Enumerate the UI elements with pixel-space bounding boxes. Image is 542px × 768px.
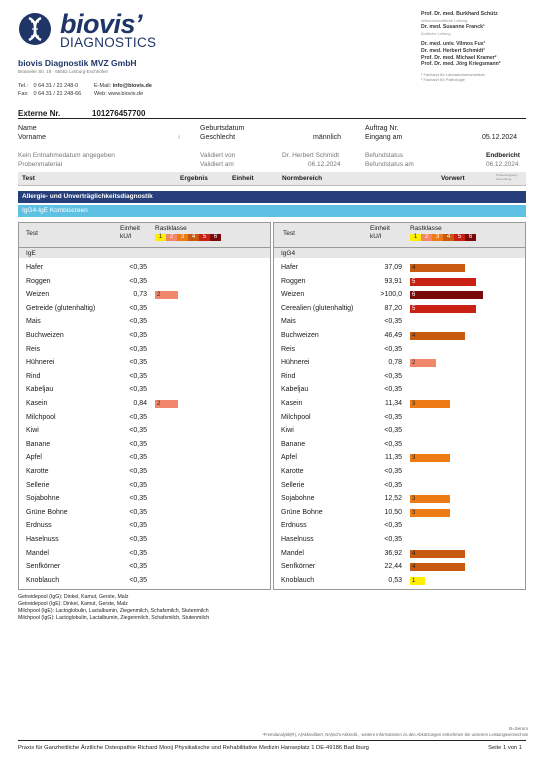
scale-6: 6 [465, 234, 476, 241]
company-address: Brüsseler Str. 18 · 65552 Limburg-Eschhofen [18, 69, 109, 74]
scale-1: 1 [410, 234, 421, 241]
tel-value: 0 64 31 / 21 248-0 [33, 83, 79, 89]
igg4-type-label: IgG4 [281, 250, 296, 257]
doctor-name: Prof. Dr. med. Jörg Kriegsmann² [421, 61, 501, 68]
th-rastklasse: Rastklasse [410, 225, 442, 232]
section-igg4-ige: IgG4-IgE Kombiscreen [18, 205, 526, 217]
footer-divider [18, 740, 526, 741]
allergen-name: Knoblauch [26, 576, 60, 584]
col-test: Test [22, 175, 35, 182]
result-row [274, 370, 525, 384]
result-row [274, 343, 525, 357]
allergen-name: Sellerie [281, 481, 305, 489]
result-row [19, 492, 270, 506]
igg4-type-row [274, 247, 525, 258]
allergen-name: Grüne Bohne [281, 508, 323, 516]
fax-value: 0 64 31 / 21 248-66 [33, 91, 82, 97]
allergen-name: Rind [281, 372, 296, 380]
result-row [19, 356, 270, 370]
brand-name: biovis’ [60, 9, 143, 39]
result-row [274, 261, 525, 275]
scale-3: 3 [177, 234, 188, 241]
result-row [274, 275, 525, 289]
note-line: Milchpool (IgG): Lactoglobulin, Lactalbumin, Ziegenmilch, Schafsmilch, Stutenmilch [18, 615, 210, 621]
result-value: <0,35 [129, 318, 147, 326]
result-value: <0,35 [384, 413, 402, 421]
allergen-name: Hafer [26, 264, 44, 271]
result-value: <0,35 [384, 318, 402, 326]
allergen-name: Hafer [281, 264, 299, 271]
rast-class-bar: 4 [410, 563, 465, 571]
befundstatus-am-value: 06.12.2024 [486, 161, 519, 168]
allergen-name: Sojabohne [281, 495, 315, 503]
result-value: <0,35 [129, 304, 147, 312]
col-vorwert: Vorwert [441, 175, 465, 182]
igg4-table [273, 222, 526, 590]
result-row [19, 560, 270, 574]
result-row [19, 315, 270, 329]
col-normbereich: Normbereich [282, 175, 323, 182]
result-value: <0,35 [384, 522, 402, 530]
doctor-name: Prof. Dr. med. Michael Kramer² [421, 54, 497, 61]
result-value: 93,91 [384, 277, 402, 285]
eingang-label: Eingang am [365, 134, 403, 141]
scale-4: 4 [188, 234, 199, 241]
befundstatus-am-label: Befundstatus am [365, 161, 414, 168]
validiert-am-label: Validiert am [200, 161, 234, 168]
th-unit: kU/l [370, 233, 382, 240]
result-value: <0,35 [129, 481, 147, 489]
allergen-name: Banane [26, 440, 51, 448]
result-value: <0,35 [129, 372, 147, 380]
ige-table-header [19, 223, 270, 247]
result-row [274, 315, 525, 329]
scale-4: 4 [443, 234, 454, 241]
contact-block [18, 82, 188, 100]
result-value: <0,35 [384, 427, 402, 435]
result-row [274, 574, 525, 588]
igg4-table-header [274, 223, 525, 247]
result-value: <0,35 [129, 277, 147, 285]
allergen-name: Rind [26, 372, 41, 380]
doctor-name: Dr. med. univ. Vilmos Fux¹ [421, 41, 486, 48]
th-rastklasse: Rastklasse [155, 225, 187, 232]
section-allergy: Allergie- und Unverträglichkeitsdiagnostik [18, 191, 526, 203]
col-vorwert-note: Probeneingang / Anmerkung [496, 173, 519, 181]
result-value: <0,35 [384, 372, 402, 380]
result-row [19, 288, 270, 302]
result-row [19, 343, 270, 357]
result-row [274, 356, 525, 370]
result-row [19, 370, 270, 384]
result-row [19, 275, 270, 289]
result-value: >100,0 [380, 291, 402, 299]
email-label: E-Mail: [94, 83, 112, 89]
rast-class-bar: 5 [410, 278, 476, 286]
result-value: <0,35 [129, 440, 147, 448]
allergen-name: Cerealien (glutenhaltig) [281, 304, 354, 312]
th-einheit: Einheit [120, 225, 140, 232]
tel-label: Tel.: [18, 83, 29, 89]
allergen-name: Erdnuss [281, 522, 307, 530]
allergen-name: Haselnuss [26, 536, 59, 543]
result-value: <0,35 [129, 413, 147, 421]
material-note: Kein Entnahmedatum angegeben [18, 152, 115, 159]
scale-6: 6 [210, 234, 221, 241]
result-row [274, 451, 525, 465]
email-link[interactable]: info@biovis.de [112, 83, 152, 89]
th-test: Test [26, 230, 38, 237]
result-row [19, 519, 270, 533]
result-row [19, 451, 270, 465]
validiert-von-label: Validiert von [200, 152, 236, 159]
result-row [19, 574, 270, 588]
doctors-list [421, 11, 536, 83]
rast-class-bar: 4 [410, 332, 465, 340]
probenmaterial-label: Probenmaterial [18, 161, 63, 168]
allergen-name: Senfkörner [26, 563, 61, 571]
recipient-address: Praxis für Ganzheitliche Ärztliche Osteopathie Richard Mooij Physikalische und Rehabilitative Medizin Hanseplatz 1 DE-49186 Bad Iburg [18, 745, 369, 751]
validiert-am-value: 06.12.2024 [308, 161, 341, 168]
col-ergebnis: Ergebnis [180, 175, 208, 182]
result-value: <0,35 [129, 522, 147, 530]
abbrev-legend: ¹Fremdanalytik(R), A|Akkreditiert, NA|nicht Akkredit. , weitere Informationen zu den Abkürzungen entnehmen Sie unserem Leistungsverzeichnis [262, 732, 528, 737]
allergen-name: Buchweizen [281, 332, 319, 339]
allergen-name: Karotte [26, 468, 49, 475]
allergen-name: Erdnuss [26, 522, 52, 530]
scale-3: 3 [432, 234, 443, 241]
result-value: <0,35 [129, 549, 147, 557]
result-row [19, 397, 270, 411]
scale-2: 2 [421, 234, 432, 241]
result-row [274, 547, 525, 561]
result-value: 87,20 [384, 304, 402, 312]
result-value: <0,35 [384, 345, 402, 353]
allergen-name: Knoblauch [281, 576, 315, 584]
result-row [274, 533, 525, 547]
pool-notes [18, 594, 209, 622]
result-value: 0,78 [388, 359, 402, 367]
scale-1: 1 [155, 234, 166, 241]
note-line: Getreidepool (IgE): Dinkel, Kamut, Gerste, Malz [18, 601, 128, 607]
allergen-name: Milchpool [26, 413, 56, 421]
web-label: Web: [94, 91, 107, 97]
rast-class-bar: 3 [410, 495, 450, 503]
result-value: 46,49 [384, 332, 402, 339]
ige-table [18, 222, 271, 590]
result-row [19, 533, 270, 547]
doctor-role: Wissenschaftliche Leitung [421, 17, 468, 23]
result-value: <0,35 [129, 332, 147, 339]
vorname-label: Vorname [18, 134, 47, 141]
result-value: <0,35 [384, 481, 402, 489]
result-row [19, 302, 270, 316]
result-value: <0,35 [129, 508, 147, 516]
th-test: Test [283, 230, 295, 237]
allergen-name: Reis [281, 345, 296, 353]
rast-class-bar: 4 [410, 550, 465, 558]
result-row [19, 547, 270, 561]
auftrag-label: Auftrag Nr. [365, 125, 399, 132]
allergen-name: Haselnuss [281, 536, 314, 543]
result-row [274, 438, 525, 452]
result-value: 12,52 [384, 495, 402, 503]
rast-class-bar: 4 [410, 264, 465, 272]
result-row [19, 329, 270, 343]
th-unit: kU/l [120, 233, 132, 240]
ext-nr-value: 101276457700 [92, 109, 146, 118]
allergen-name: Hühnerei [281, 359, 310, 367]
doctor-name: Dr. med. Susanne Franck¹ [421, 24, 485, 31]
rast-class-bar: 1 [410, 577, 425, 585]
col-einheit: Einheit [232, 175, 254, 182]
rast-class-bar: 5 [410, 305, 476, 313]
result-value: <0,35 [129, 495, 147, 503]
rast-scale [155, 234, 221, 241]
result-value: 0,84 [133, 400, 147, 407]
result-row [19, 411, 270, 425]
result-value: <0,35 [129, 454, 147, 462]
allergen-name: Kiwi [26, 427, 39, 435]
result-value: 11,34 [385, 400, 402, 407]
allergen-name: Reis [26, 345, 41, 353]
allergen-name: Weizen [281, 291, 305, 299]
befundstatus-value: Endbericht [486, 152, 520, 159]
result-value: <0,35 [129, 359, 147, 367]
allergen-name: Grüne Bohne [26, 508, 68, 516]
note-line: Milchpool (IgE): Lactoglobulin, Lactalbumin, Ziegenmilch, Schafsmilch, Stutenmilch [18, 608, 209, 614]
th-einheit: Einheit [370, 225, 390, 232]
result-value: <0,35 [129, 345, 147, 353]
ige-type-row [19, 247, 270, 258]
brand-sub: DIAGNOSTICS [60, 35, 157, 50]
allergen-name: Weizen [26, 291, 50, 299]
scale-5: 5 [454, 234, 465, 241]
result-row [274, 560, 525, 574]
rast-class-bar: 6 [410, 291, 483, 299]
result-row [19, 479, 270, 493]
result-row [274, 519, 525, 533]
web-link[interactable]: www.biovis.de [108, 91, 144, 97]
rast-class-bar: 3 [410, 454, 450, 462]
result-value: 36,92 [384, 549, 402, 557]
rast-class-bar: 3 [410, 400, 450, 408]
result-row [274, 424, 525, 438]
result-row [274, 506, 525, 520]
allergen-name: Hühnerei [26, 359, 55, 367]
allergen-name: Getreide (glutenhaltig) [26, 304, 96, 312]
company-name: biovis Diagnostik MVZ GmbH [18, 58, 137, 68]
allergen-name: Roggen [26, 277, 51, 285]
allergen-name: Milchpool [281, 413, 311, 421]
result-row [274, 329, 525, 343]
result-column-header [18, 172, 526, 186]
result-value: <0,35 [129, 386, 147, 394]
allergen-name: Kabeljau [26, 386, 54, 394]
scale-5: 5 [199, 234, 210, 241]
result-value: <0,35 [129, 536, 147, 543]
result-row [274, 479, 525, 493]
result-value: <0,35 [129, 264, 147, 271]
result-row [274, 397, 525, 411]
allergen-name: Apfel [26, 454, 42, 462]
allergen-name: Kiwi [281, 427, 294, 435]
ige-type-label: IgE [26, 250, 36, 257]
result-row [19, 383, 270, 397]
allergen-name: Sellerie [26, 481, 50, 489]
result-value: 37,09 [384, 264, 402, 271]
result-value: 22,44 [384, 563, 402, 571]
allergen-name: Mais [281, 318, 296, 326]
result-value: <0,35 [129, 468, 147, 475]
dna-logo-icon [18, 12, 52, 46]
allergen-name: Mais [26, 318, 41, 326]
allergen-name: Kabeljau [281, 386, 309, 394]
doctor-name: Dr. med. Herbert Schmidt¹ [421, 47, 485, 54]
allergen-name: Banane [281, 440, 306, 448]
result-value: <0,35 [129, 427, 147, 435]
biovis-logo [18, 9, 168, 52]
result-value: <0,35 [384, 468, 402, 475]
result-row [19, 506, 270, 520]
rast-class-bar: 2 [155, 400, 178, 408]
fax-label: Fax: [18, 91, 29, 97]
result-row [19, 424, 270, 438]
result-value: <0,35 [384, 386, 402, 394]
rast-class-bar: 2 [155, 291, 178, 299]
scale-2: 2 [166, 234, 177, 241]
result-row [274, 302, 525, 316]
rast-scale [410, 234, 476, 241]
result-row [19, 438, 270, 452]
gebdatum-label: Geburtsdatum [200, 125, 245, 132]
geschlecht-value: männlich [313, 134, 342, 141]
result-value: 11,35 [385, 454, 402, 462]
allergen-name: Buchweizen [26, 332, 64, 339]
doctor-footnote: ¹ Facharzt für Laboratoriumsmedizin [421, 71, 486, 77]
allergen-name: Kasein [26, 400, 48, 407]
eingang-value: 05.12.2024 [482, 134, 518, 141]
page-number: Seite 1 von 1 [488, 745, 522, 751]
name-label: Name [18, 125, 37, 132]
befundstatus-label: Befundstatus [365, 152, 403, 159]
material-footnote: B=Serum [509, 726, 528, 731]
result-row [274, 383, 525, 397]
note-line: Getreidepool (IgG): Dinkel, Kamut, Gerste, Malz [18, 594, 129, 600]
rast-class-bar: 3 [410, 509, 450, 517]
allergen-name: Mandel [281, 549, 304, 557]
result-value: <0,35 [129, 563, 147, 571]
result-row [19, 465, 270, 479]
validiert-von-value: Dr. Herbert Schmidt [282, 152, 340, 159]
result-row [19, 261, 270, 275]
allergen-name: Roggen [281, 277, 306, 285]
result-value: <0,35 [384, 536, 402, 543]
allergen-name: Kasein [281, 400, 303, 407]
result-value: 0,73 [133, 291, 147, 299]
rast-class-bar: 2 [410, 359, 436, 367]
allergen-name: Karotte [281, 468, 304, 475]
allergen-name: Senfkörner [281, 563, 316, 571]
allergen-name: Sojabohne [26, 495, 60, 503]
result-row [274, 411, 525, 425]
allergen-name: Mandel [26, 549, 49, 557]
result-value: <0,35 [129, 576, 147, 584]
marker: § [178, 134, 181, 139]
result-value: <0,35 [384, 440, 402, 448]
geschlecht-label: Geschlecht [200, 134, 236, 141]
doctor-footnote: ² Facharzt für Pathologie [421, 77, 465, 83]
ext-nr-label: Externe Nr. [18, 109, 61, 118]
result-row [274, 465, 525, 479]
doctor-name: Prof. Dr. med. Burkhard Schütz [421, 11, 498, 17]
result-value: 10,50 [384, 508, 402, 516]
result-value: 0,53 [388, 576, 402, 584]
result-row [274, 492, 525, 506]
doctor-role: Ärztliche Leitung [421, 30, 451, 36]
allergen-name: Apfel [281, 454, 297, 462]
result-row [274, 288, 525, 302]
